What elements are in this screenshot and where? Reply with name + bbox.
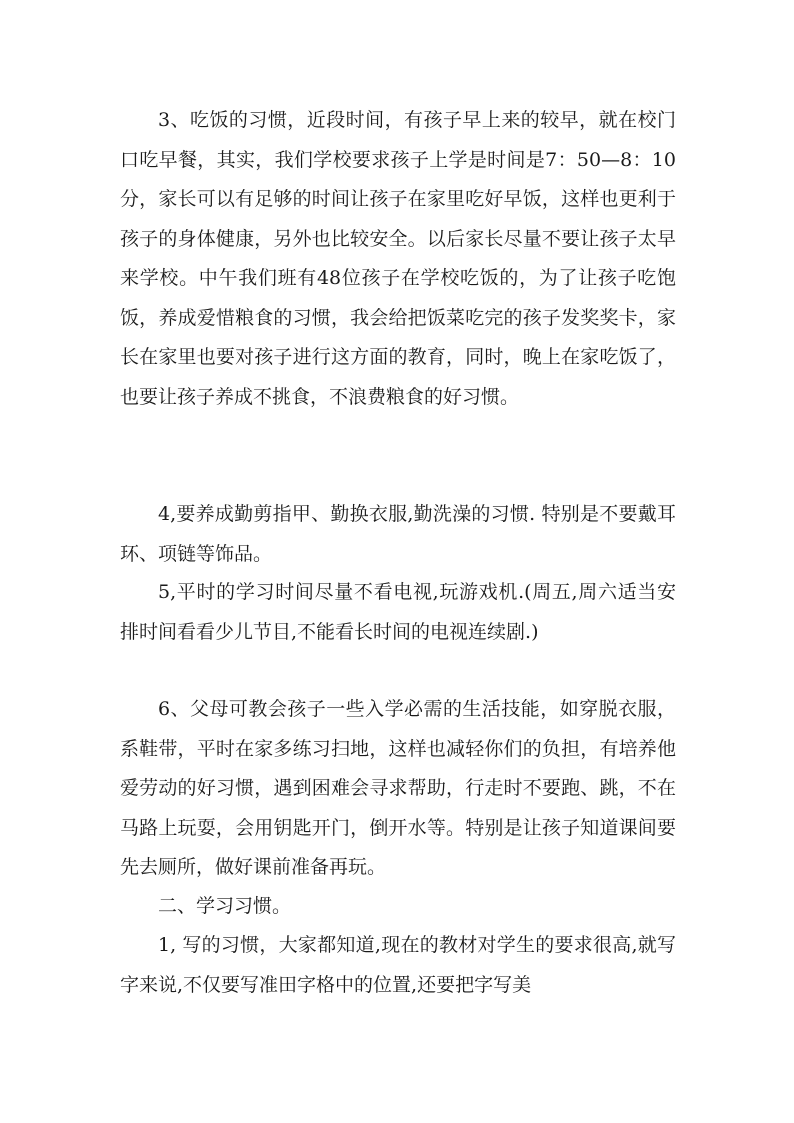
section-heading-study-habits: 二、学习习惯。	[158, 895, 292, 917]
paragraph-tv-games: 5,平时的学习时间尽量不看电视,玩游戏机.(周五,周六适当安排时间看看少儿节目,不能看长时间的电视连续剧.)	[120, 581, 676, 643]
paragraph-hygiene-habits: 4,要养成勤剪指甲、勤换衣服,勤洗澡的习惯. 特别是不要戴耳环、项链等饰品。	[120, 503, 676, 565]
paragraph-eating-habits: 3、吃饭的习惯，近段时间，有孩子早上来的较早，就在校门口吃早餐，其实，我们学校要求孩子上学是时间是7：50—8：10分，家长可以有足够的时间让孩子在家里吃好早饭，这样也更利于孩子的身体健康，另外也比较安全。以后家长尽量不要让孩子太早来学校。中午我们班有48位孩子在学校吃饭的，为了让孩子吃饱饭，养成爱惜粮食的习惯，我会给把饭菜吃完的孩子发奖奖卡，家长在家里也要对孩子进行这方面的教育，同时，晚上在家吃饭了，也要让孩子养成不挑食，不浪费粮食的好习惯。	[120, 109, 676, 408]
paragraph-writing-habits: 1, 写的习惯，大家都知道,现在的教材对学生的要求很高,就写字来说,不仅要写准田字格中的位置,还要把字写美	[120, 934, 676, 996]
paragraph-life-skills: 6、父母可教会孩子一些入学必需的生活技能，如穿脱衣服，系鞋带，平时在家多练习扫地，这样也减轻你们的负担，有培养他爱劳动的好习惯，遇到困难会寻求帮助，行走时不要跑、跳，不在马路上玩耍，会用钥匙开门，倒开水等。特别是让孩子知道课间要先去厕所，做好课前准备再玩。	[120, 698, 676, 878]
